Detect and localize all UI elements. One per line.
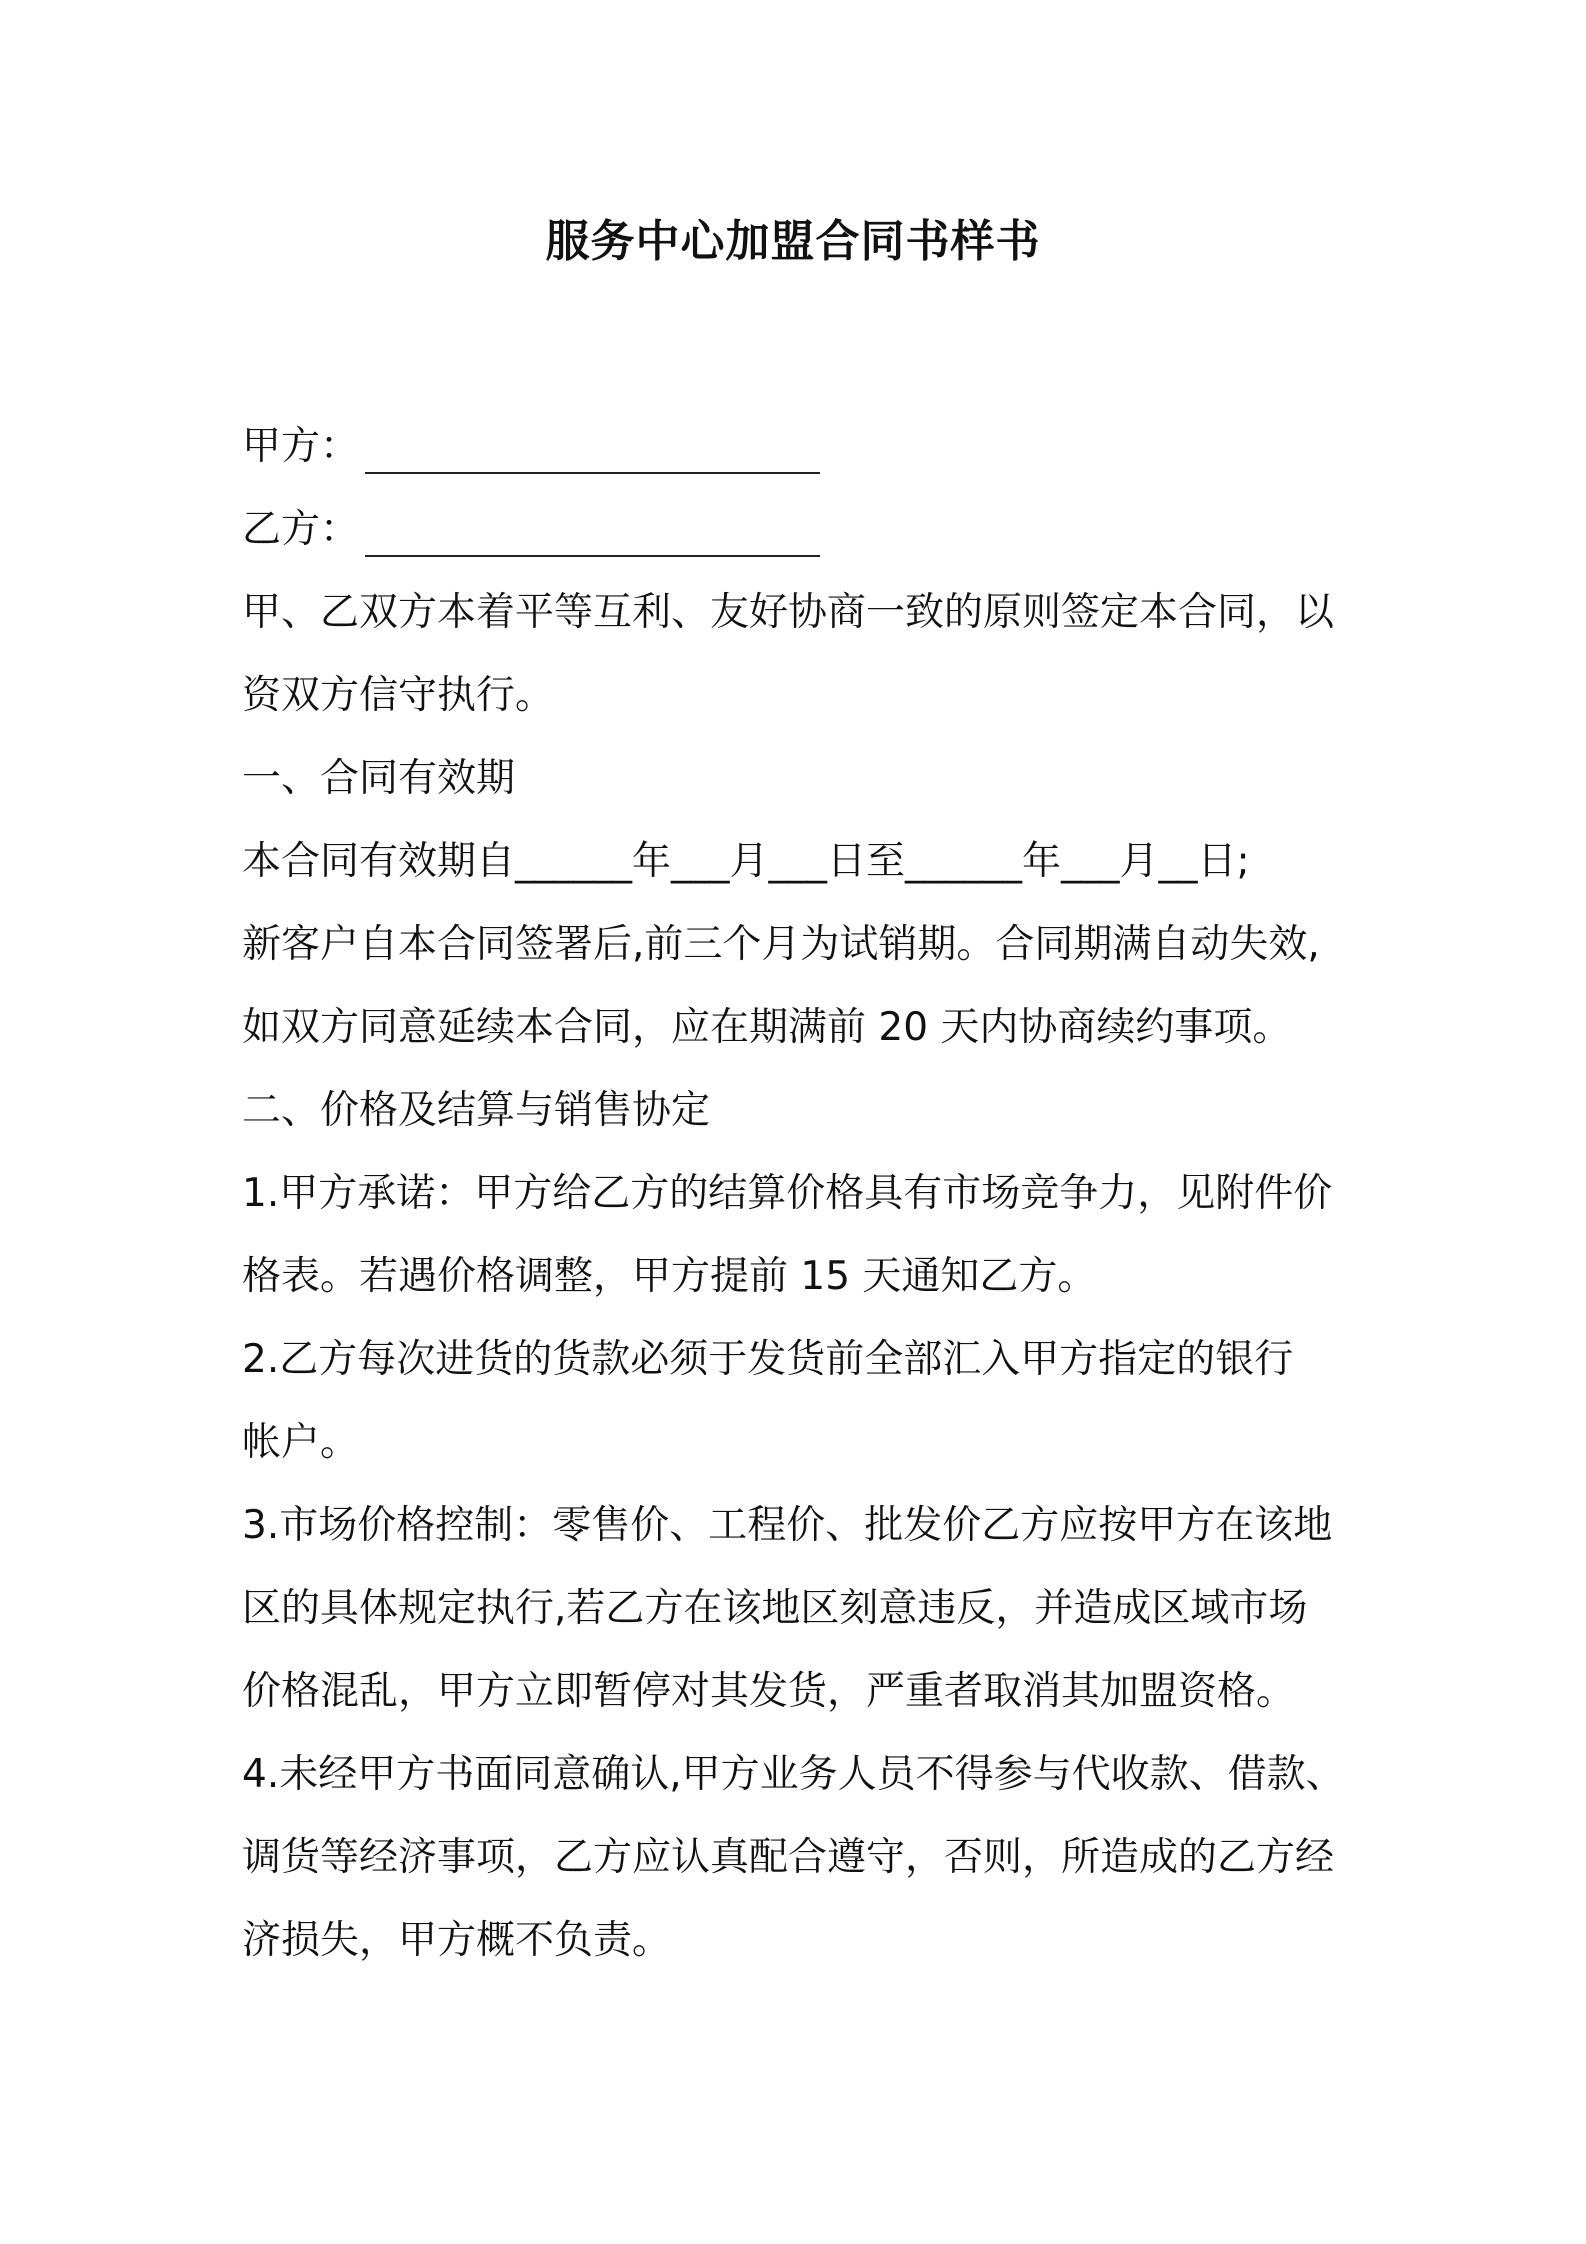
paragraph-line: 本合同有效期自______年___月___日至______年___月__日; bbox=[242, 839, 1250, 884]
paragraph-line: 帐户。 bbox=[242, 1420, 360, 1465]
document-title: 服务中心加盟合同书样书 bbox=[545, 216, 1041, 267]
paragraph-line: 调货等经济事项，乙方应认真配合遵守，否则，所造成的乙方经 bbox=[242, 1835, 1335, 1880]
paragraph-line: 资双方信守执行。 bbox=[242, 673, 555, 718]
section-heading: 一、合同有效期 bbox=[242, 756, 516, 801]
party-a-blank bbox=[365, 416, 820, 474]
party-a-line bbox=[242, 405, 1362, 488]
paragraph-line: 1.甲方承诺：甲方给乙方的结算价格具有市场竞争力，见附件价 bbox=[242, 1171, 1333, 1216]
paragraph-line: 格表。若遇价格调整，甲方提前 15 天通知乙方。 bbox=[242, 1254, 1097, 1299]
party-b-blank bbox=[365, 499, 820, 557]
party-a-label: 甲方： bbox=[242, 424, 360, 469]
paragraph-line: 4.未经甲方书面同意确认,甲方业务人员不得参与代收款、借款、 bbox=[242, 1752, 1345, 1797]
paragraph-line: 新客户自本合同签署后,前三个月为试销期。合同期满自动失效, bbox=[242, 922, 1320, 967]
party-b-line bbox=[242, 488, 1362, 571]
paragraph-line: 区的具体规定执行,若乙方在该地区刻意违反，并造成区域市场 bbox=[242, 1586, 1308, 1631]
paragraph-line: 3.市场价格控制：零售价、工程价、批发价乙方应按甲方在该地 bbox=[242, 1503, 1333, 1548]
party-b-label: 乙方： bbox=[242, 507, 360, 552]
section-heading: 二、价格及结算与销售协定 bbox=[242, 1088, 711, 1133]
paragraph-line: 甲、乙双方本着平等互利、友好协商一致的原则签定本合同，以 bbox=[242, 590, 1335, 635]
paragraph-line: 济损失，甲方概不负责。 bbox=[242, 1918, 672, 1963]
paragraph-line: 价格混乱，甲方立即暂停对其发货，严重者取消其加盟资格。 bbox=[242, 1669, 1296, 1714]
paragraph-line: 2.乙方每次进货的货款必须于发货前全部汇入甲方指定的银行 bbox=[242, 1337, 1294, 1382]
document-body bbox=[242, 405, 1362, 1982]
paragraph-line: 如双方同意延续本合同，应在期满前 20 天内协商续约事项。 bbox=[242, 1005, 1292, 1050]
